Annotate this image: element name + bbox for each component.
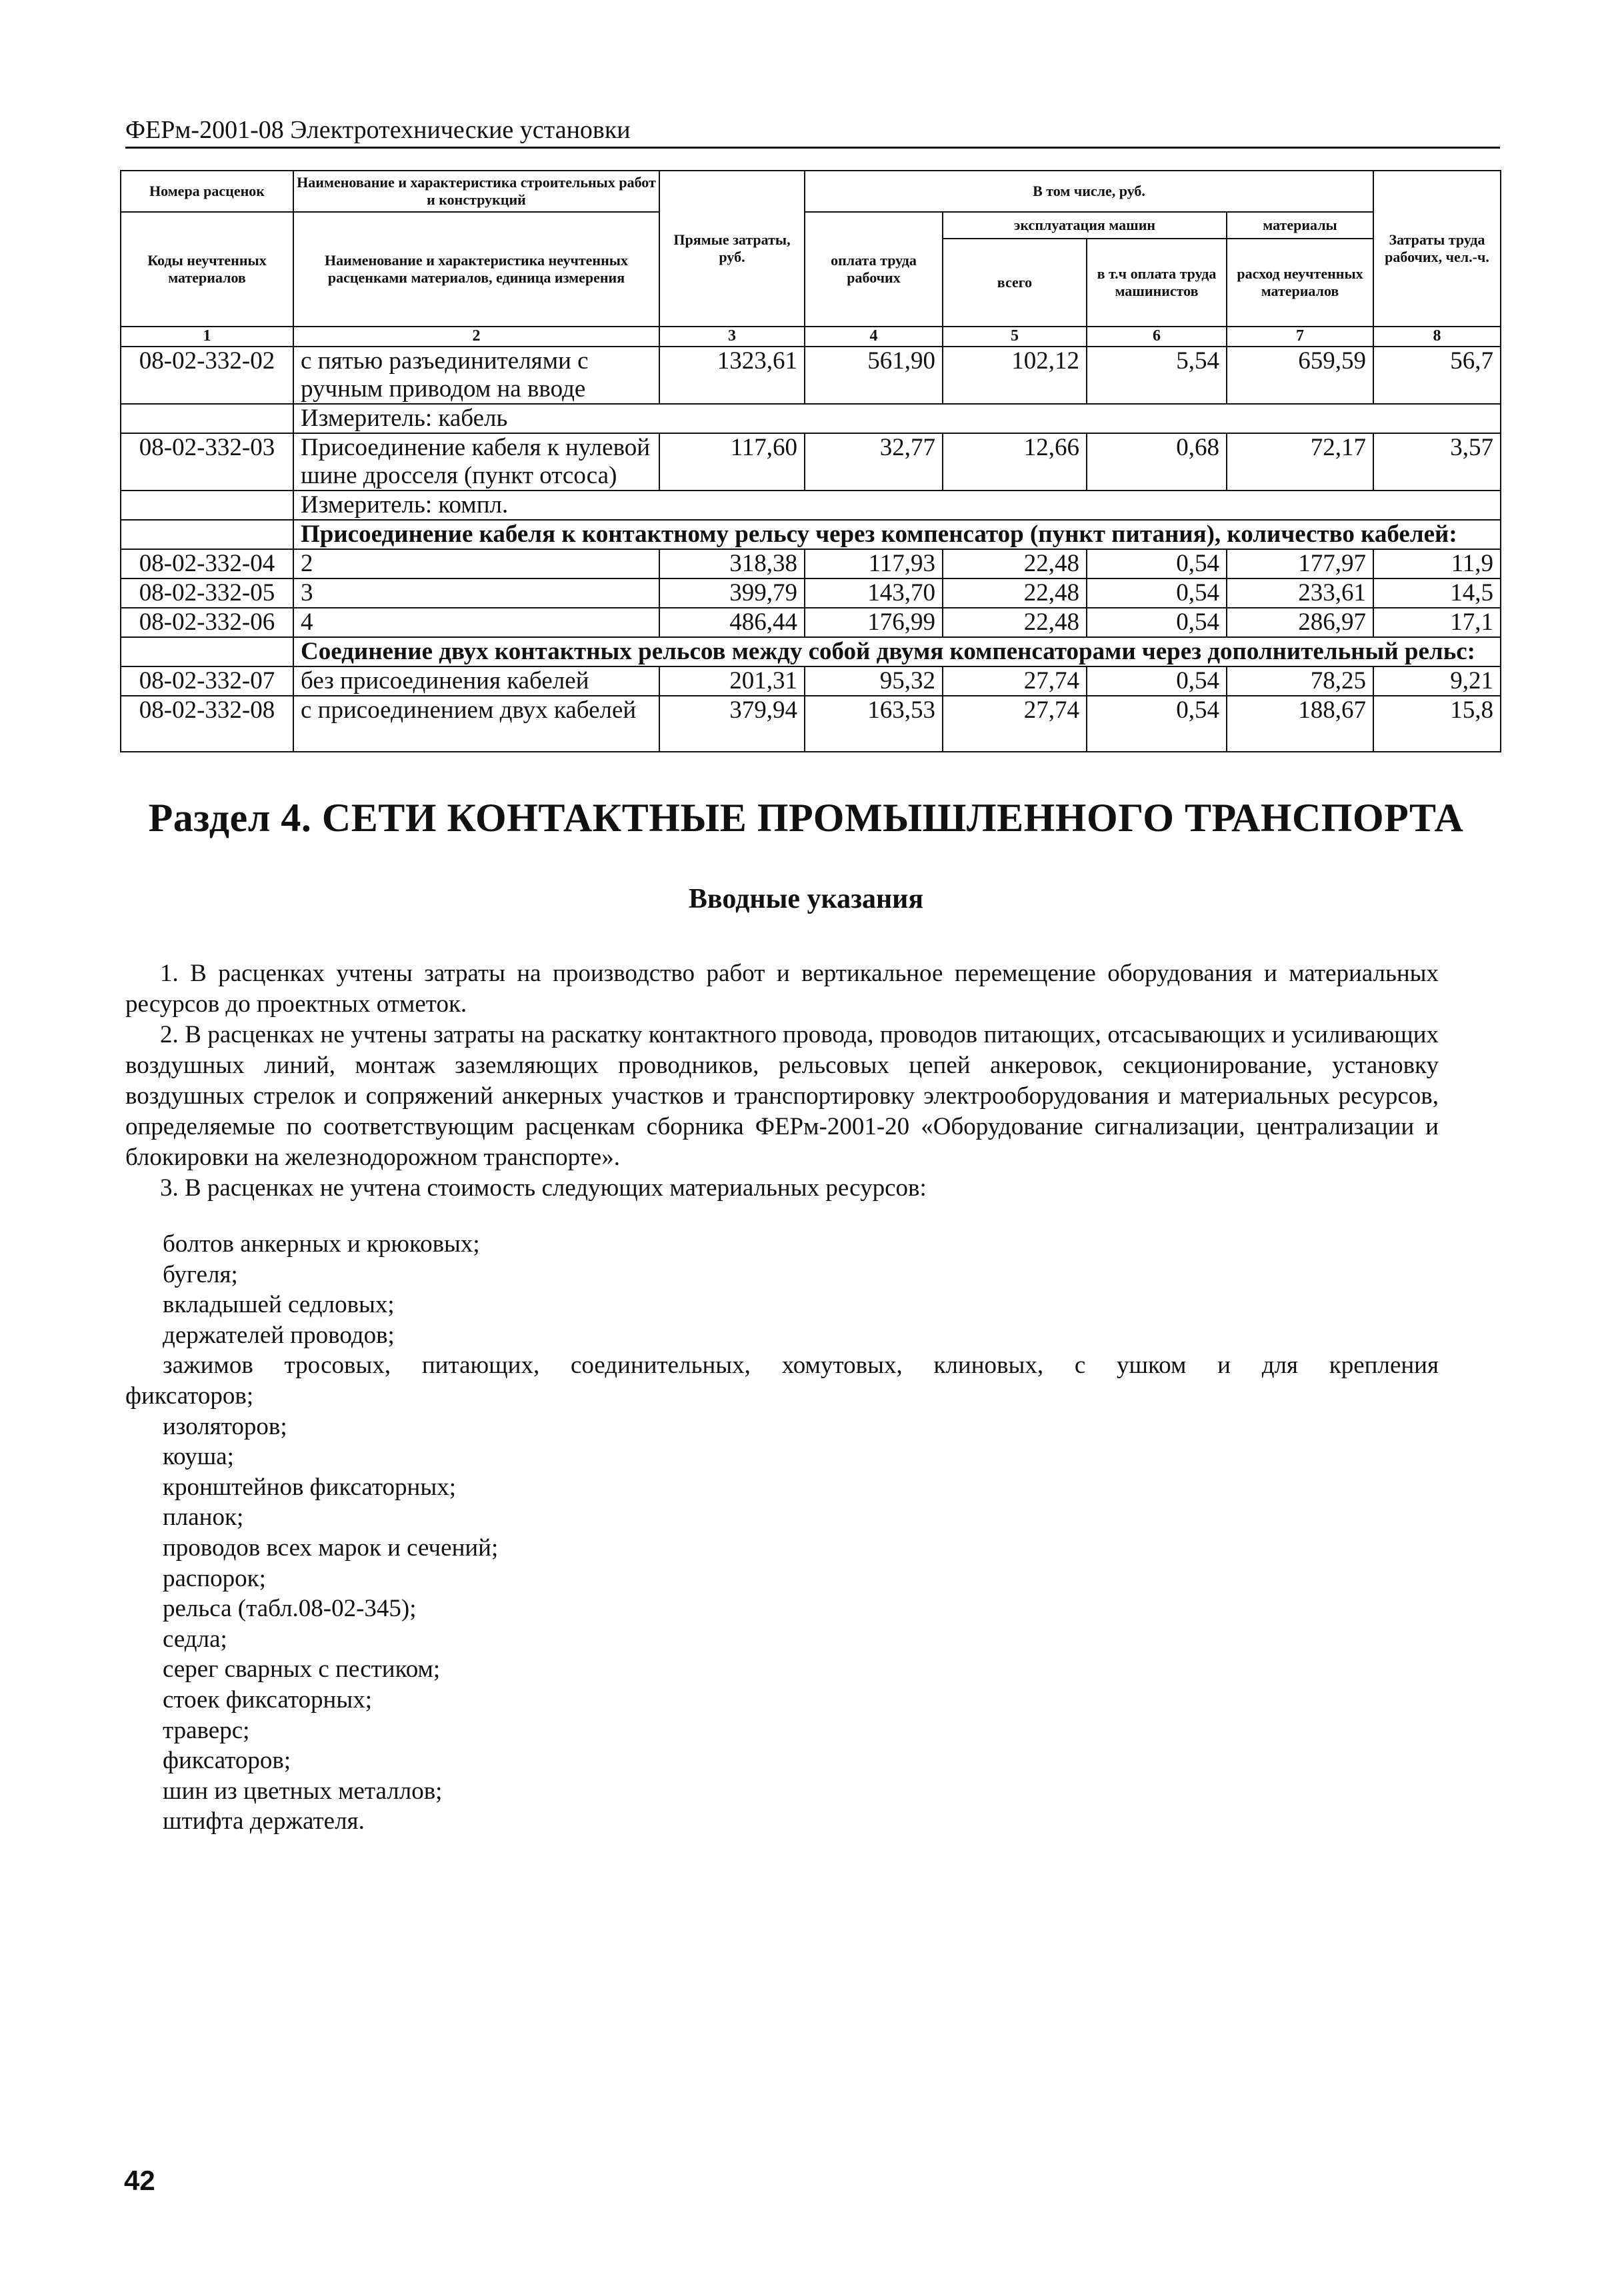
rate-oplata: 176,99 (805, 608, 943, 637)
rate-vsego: 22,48 (943, 549, 1087, 578)
rate-mat: 188,67 (1227, 696, 1373, 752)
rate-pryamye: 486,44 (659, 608, 805, 637)
section-heading: Присоединение кабеля к контактному рельсу через компенсатор (пункт питания), количество кабелей: (293, 520, 1501, 549)
rate-code: 08-02-332-04 (121, 549, 293, 578)
header-raskhod: расход неучтенных материалов (1227, 239, 1373, 327)
rate-code: 08-02-332-08 (121, 696, 293, 752)
list-item: вкладышей седловых; (163, 1291, 395, 1319)
rate-pryamye: 117,60 (659, 433, 805, 491)
table-row (121, 696, 1501, 752)
page-number: 42 (124, 2165, 155, 2196)
rate-name: 4 (293, 608, 659, 637)
section-heading: Соединение двух контактных рельсов между собой двумя компенсаторами через дополнительный рельс: (293, 637, 1501, 666)
list-item: фиксаторов; (125, 1382, 254, 1410)
running-header: ФЕРм-2001-08 Электротехнические установки (125, 115, 1500, 149)
rate-oplata: 163,53 (805, 696, 943, 752)
list-item: планок; (163, 1504, 244, 1532)
rate-pryamye: 379,94 (659, 696, 805, 752)
header-vtom: В том числе, руб. (805, 171, 1373, 212)
measure-unit: Измеритель: кабель (293, 404, 1501, 433)
table-row (121, 578, 1501, 608)
rate-oplata: 561,90 (805, 347, 943, 404)
header-oplata: оплата труда рабочих (805, 212, 943, 327)
rate-name: с присоединением двух кабелей (293, 696, 659, 752)
col-num: 7 (1227, 327, 1373, 347)
header-ekspl: эксплуатация машин (943, 212, 1227, 239)
col-num: 5 (943, 327, 1087, 347)
header-vsego: всего (943, 239, 1087, 327)
rate-name: Присоединение кабеля к нулевой шине дросселя (пункт отсоса) (293, 433, 659, 491)
rate-mat: 659,59 (1227, 347, 1373, 404)
rate-mat: 286,97 (1227, 608, 1373, 637)
rate-oplata: 32,77 (805, 433, 943, 491)
rate-name: 3 (293, 578, 659, 608)
rate-vsego: 27,74 (943, 666, 1087, 696)
rate-pryamye: 1323,61 (659, 347, 805, 404)
rate-mash: 0,54 (1087, 666, 1227, 696)
list-item: распорок; (163, 1564, 266, 1592)
rate-vsego: 22,48 (943, 578, 1087, 608)
list-item: шин из цветных металлов; (163, 1777, 443, 1805)
header-kody: Коды неучтенных материалов (121, 212, 293, 327)
col-num: 4 (805, 327, 943, 347)
section-title: Раздел 4. СЕТИ КОНТАКТНЫЕ ПРОМЫШЛЕННОГО ТРАНСПОРТА (148, 796, 1464, 840)
header-pryamye: Прямые затраты, руб. (659, 171, 805, 327)
table-row (121, 433, 1501, 491)
rate-mat: 177,97 (1227, 549, 1373, 578)
col-num: 2 (293, 327, 659, 347)
rate-trud: 17,1 (1373, 608, 1501, 637)
list-item: серег сварных с пестиком; (163, 1656, 441, 1684)
rate-trud: 14,5 (1373, 578, 1501, 608)
col-num: 6 (1087, 327, 1227, 347)
rate-code: 08-02-332-02 (121, 347, 293, 404)
header-materialy: материалы (1227, 212, 1373, 239)
rate-name: 2 (293, 549, 659, 578)
rate-pryamye: 399,79 (659, 578, 805, 608)
rate-vsego: 22,48 (943, 608, 1087, 637)
rate-mash: 5,54 (1087, 347, 1227, 404)
table-row (121, 347, 1501, 404)
rate-trud: 15,8 (1373, 696, 1501, 752)
rate-code: 08-02-332-05 (121, 578, 293, 608)
rate-trud: 56,7 (1373, 347, 1501, 404)
list-item: рельса (табл.08-02-345); (163, 1595, 417, 1623)
rate-vsego: 102,12 (943, 347, 1087, 404)
header-zatraty: Затраты труда рабочих, чел.-ч. (1373, 171, 1501, 327)
list-item: штифта держателя. (163, 1807, 365, 1835)
list-item: болтов анкерных и крюковых; (163, 1230, 480, 1258)
col-num: 1 (121, 327, 293, 347)
list-item: седла; (163, 1625, 227, 1653)
rate-mash: 0,54 (1087, 578, 1227, 608)
rate-oplata: 117,93 (805, 549, 943, 578)
list-item: держателей проводов; (163, 1321, 395, 1349)
rate-mat: 72,17 (1227, 433, 1373, 491)
list-item: стоек фиксаторных; (163, 1686, 372, 1714)
list-item: траверс; (163, 1716, 250, 1744)
rate-vsego: 27,74 (943, 696, 1087, 752)
rate-mash: 0,54 (1087, 696, 1227, 752)
list-item: зажимов тросовых, питающих, соединительных, хомутовых, клиновых, с ушком и для крепления (163, 1352, 1439, 1380)
rate-trud: 9,21 (1373, 666, 1501, 696)
col-num: 8 (1373, 327, 1501, 347)
rate-code: 08-02-332-03 (121, 433, 293, 491)
rate-trud: 3,57 (1373, 433, 1501, 491)
rate-code: 08-02-332-06 (121, 608, 293, 637)
list-item: бугеля; (163, 1260, 238, 1288)
paragraph-1: 1. В расценках учтены затраты на производство работ и вертикальное перемещение оборудования и материальных ресурсов до проектных отметок. (125, 960, 1439, 1018)
measure-unit: Измеритель: компл. (293, 491, 1501, 520)
rate-pryamye: 318,38 (659, 549, 805, 578)
rate-name: без присоединения кабелей (293, 666, 659, 696)
rate-name: с пятью разъединителями с ручным приводом на вводе (293, 347, 659, 404)
intro-title: Вводные указания (688, 884, 924, 914)
header-naim2: Наименование и характеристика неучтенных расценками материалов, единица измерения (293, 212, 659, 327)
header-naim: Наименование и характеристика строительных работ и конструкций (293, 171, 659, 212)
table-row (121, 549, 1501, 578)
rate-mash: 0,68 (1087, 433, 1227, 491)
header-vtch: в т.ч оплата труда машинистов (1087, 239, 1227, 327)
rate-vsego: 12,66 (943, 433, 1087, 491)
header-nomera: Номера расценок (121, 171, 293, 212)
materials-list (125, 1229, 1439, 1837)
paragraph-3: 3. В расценках не учтена стоимость следующих материальных ресурсов: (160, 1174, 927, 1202)
rate-pryamye: 201,31 (659, 666, 805, 696)
list-item: коуша; (163, 1443, 234, 1471)
rate-trud: 11,9 (1373, 549, 1501, 578)
rate-mat: 78,25 (1227, 666, 1373, 696)
list-item: кронштейнов фиксаторных; (163, 1473, 456, 1501)
rate-mash: 0,54 (1087, 608, 1227, 637)
rate-oplata: 95,32 (805, 666, 943, 696)
rate-mash: 0,54 (1087, 549, 1227, 578)
list-item: изоляторов; (163, 1412, 287, 1440)
table-row (121, 608, 1501, 637)
rate-code: 08-02-332-07 (121, 666, 293, 696)
table-row (121, 666, 1501, 696)
rate-oplata: 143,70 (805, 578, 943, 608)
rate-mat: 233,61 (1227, 578, 1373, 608)
paragraph-2: 2. В расценках не учтены затраты на раскатку контактного провода, проводов питающих, отсасывающих и усиливающих воздушных линий, монтаж заземляющих проводников, рельсовых цепей анкеровок, секционирование, установку воздушных стрелок и сопряжений анкерных участков и транспортировку электрооборудования и материальных ресурсов, определяемые по соответствующим расценкам сборника ФЕРм-2001-20 «Оборудование сигнализации, централизации и блокировки на железнодорожном транспорте». (125, 1021, 1439, 1171)
col-num: 3 (659, 327, 805, 347)
rates-table (120, 170, 1501, 752)
list-item: проводов всех марок и сечений; (163, 1534, 499, 1562)
list-item: фиксаторов; (163, 1747, 291, 1775)
